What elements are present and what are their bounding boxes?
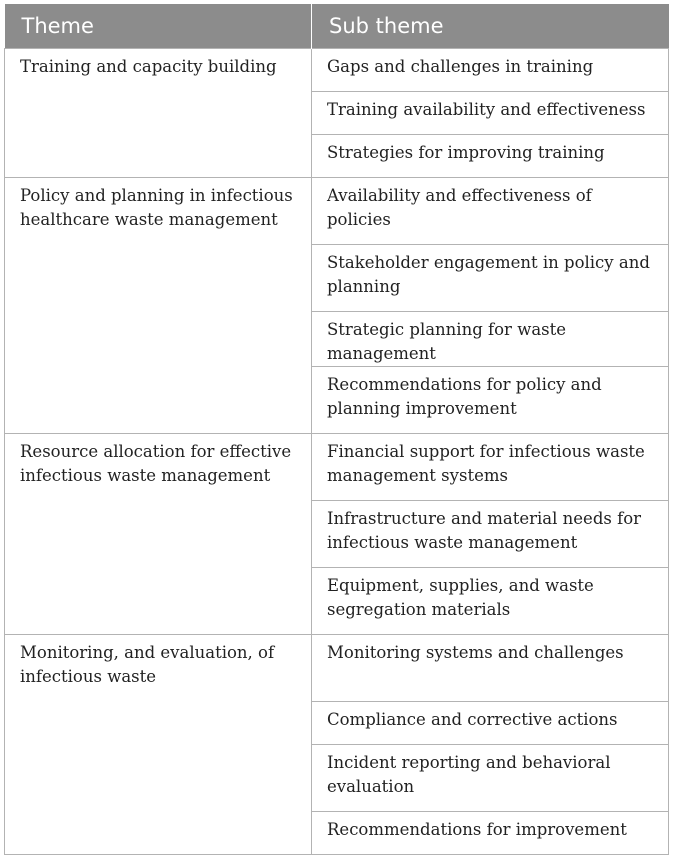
theme-cell: Policy and planning in infectious healthcare waste management xyxy=(5,178,312,434)
theme-cell: Resource allocation for effective infectious waste management xyxy=(5,434,312,635)
subtheme-cell: Recommendations for policy and planning improvement xyxy=(312,367,669,434)
header-sub-theme: Sub theme xyxy=(312,4,669,49)
subtheme-cell: Gaps and challenges in training xyxy=(312,49,669,92)
header-row xyxy=(5,4,669,49)
table-row xyxy=(5,178,669,245)
subtheme-cell: Equipment, supplies, and waste segregation materials xyxy=(312,568,669,635)
subtheme-cell: Strategies for improving training xyxy=(312,135,669,178)
subtheme-cell: Infrastructure and material needs for infectious waste management xyxy=(312,501,669,568)
subtheme-cell: Stakeholder engagement in policy and planning xyxy=(312,245,669,312)
subtheme-cell: Strategic planning for waste management xyxy=(312,312,669,367)
table-row xyxy=(5,434,669,501)
subtheme-cell: Compliance and corrective actions xyxy=(312,702,669,745)
subtheme-cell: Training availability and effectiveness xyxy=(312,92,669,135)
subtheme-cell: Financial support for infectious waste management systems xyxy=(312,434,669,501)
table-row xyxy=(5,635,669,702)
header-theme: Theme xyxy=(5,4,312,49)
table-row xyxy=(5,49,669,92)
themes-table xyxy=(4,4,669,855)
subtheme-cell: Monitoring systems and challenges xyxy=(312,635,669,702)
theme-cell: Training and capacity building xyxy=(5,49,312,178)
subtheme-cell: Availability and effectiveness of policies xyxy=(312,178,669,245)
theme-cell: Monitoring, and evaluation, of infectious waste xyxy=(5,635,312,855)
subtheme-cell: Incident reporting and behavioral evaluation xyxy=(312,745,669,812)
subtheme-cell: Recommendations for improvement xyxy=(312,812,669,855)
